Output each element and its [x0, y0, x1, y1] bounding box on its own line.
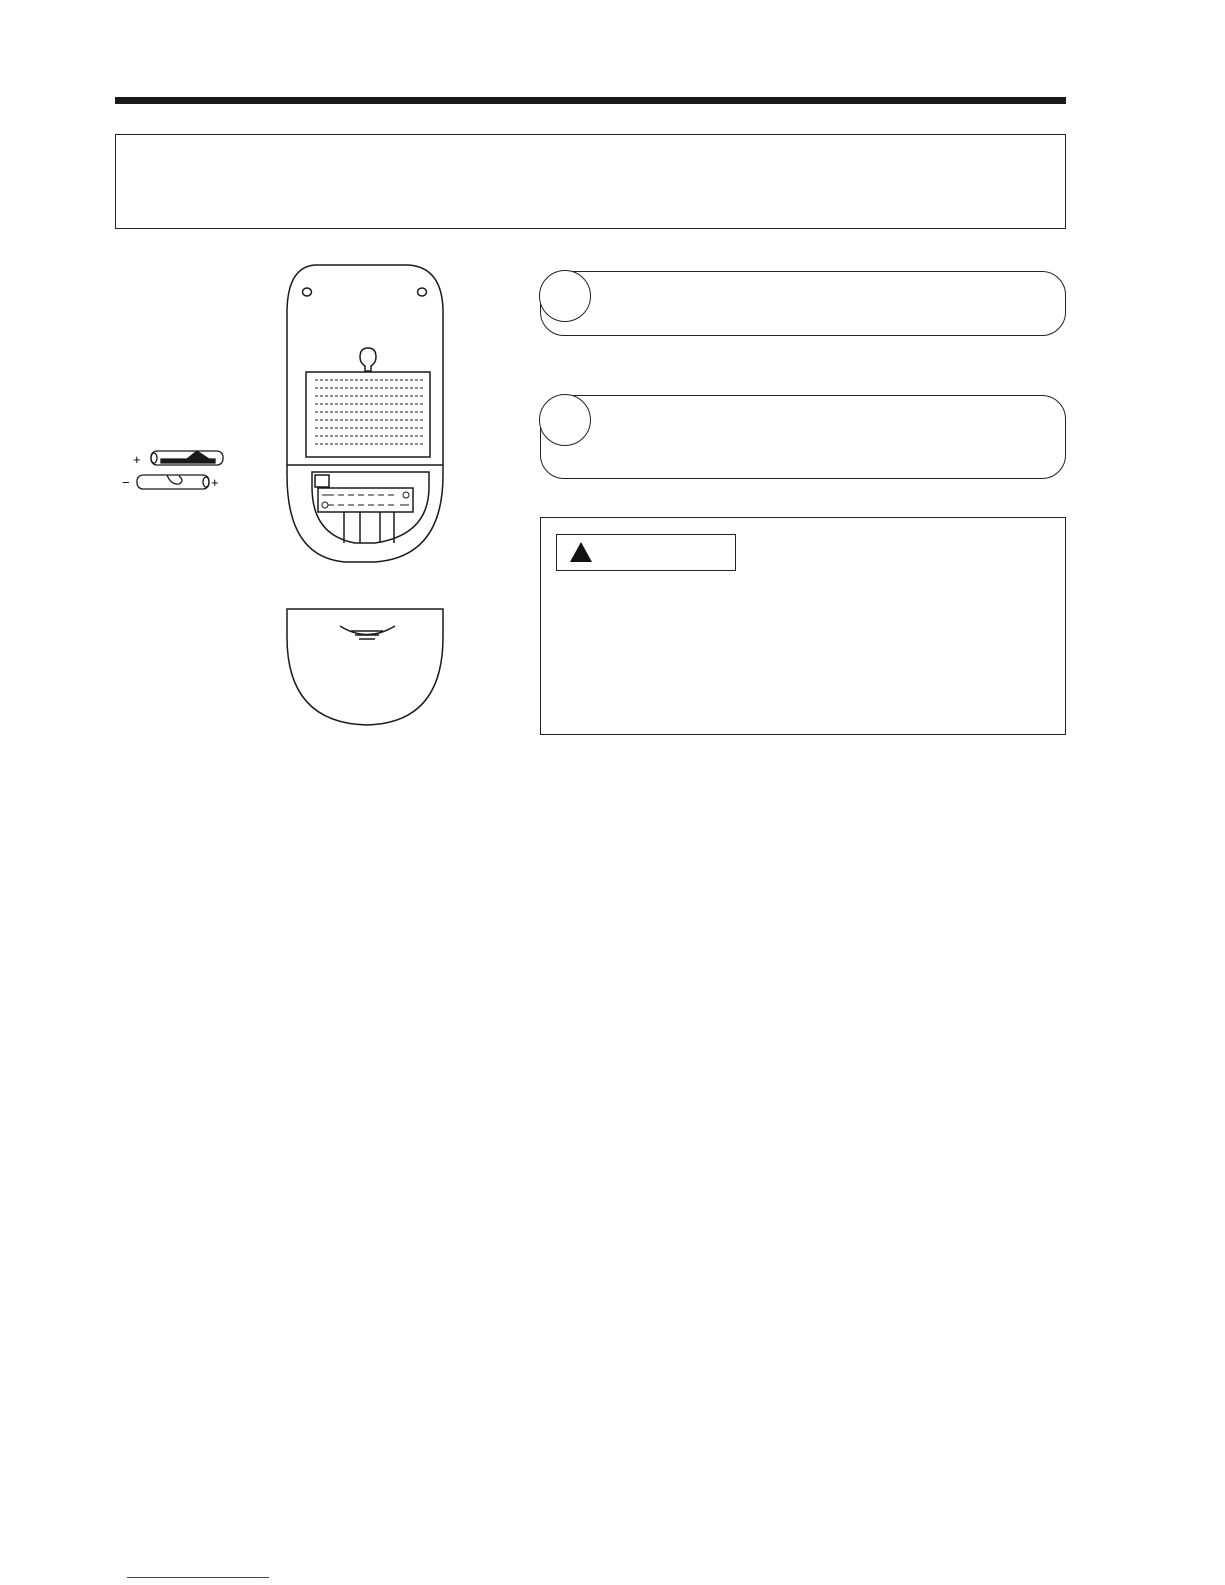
warning-triangle-icon: [569, 541, 593, 563]
intro-box: [115, 134, 1066, 229]
battery-plus-bottom: +: [211, 475, 219, 490]
battery-slot-marks: [322, 492, 409, 508]
speaker-grille: [315, 380, 423, 444]
battery-plus-top: +: [133, 452, 141, 467]
step-2-number-badge: [539, 394, 591, 446]
battery-minus-bottom: −: [122, 475, 130, 490]
step-2-box: [540, 395, 1066, 479]
step-1-number-badge: [539, 270, 591, 322]
caution-label: [556, 534, 736, 571]
remote-battery-illustration: [122, 265, 455, 735]
caution-box: [540, 517, 1066, 735]
remote-back-body: [287, 265, 443, 562]
battery-cover: [287, 609, 443, 725]
header-rule: [115, 97, 1066, 104]
footer-rule: [127, 1577, 269, 1578]
step-1-box: [540, 271, 1066, 336]
